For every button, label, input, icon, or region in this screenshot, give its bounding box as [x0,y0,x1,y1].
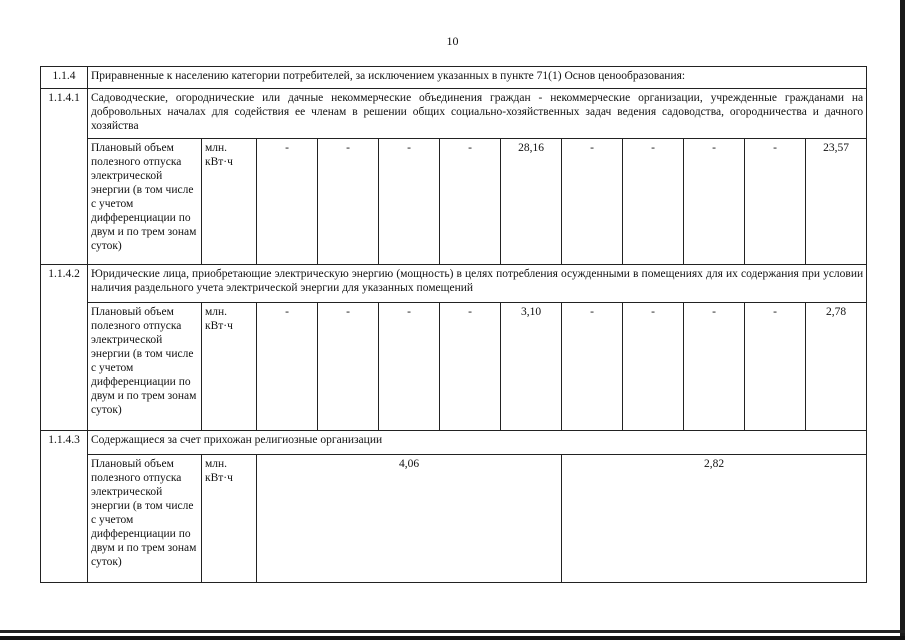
unit-cell: млн. кВт·ч [202,139,257,265]
value-cell: - [379,139,440,265]
row-label: Плановый объем полезного отпуска электрической энергии (в том числе с учетом дифференциации по двум и по трем зонам суток) [88,455,202,583]
scan-border-bottom [0,630,905,633]
value-cell: - [440,139,501,265]
value-cell: - [745,303,806,431]
unit-cell: млн. кВт·ч [202,303,257,431]
row-title: Содержащиеся за счет прихожан религиозные организации [88,431,867,455]
value-cell: - [257,139,318,265]
value-cell: 3,10 [501,303,562,431]
scan-border-right [900,0,905,640]
row-title: Приравненные к населению категории потребителей, за исключением указанных в пункте 71(1) Основ ценообразования: [88,67,867,89]
row-code: 1.1.4.1 [41,89,88,265]
value-cell: 23,57 [806,139,867,265]
page-number: 10 [446,34,459,48]
value-cell: - [257,303,318,431]
row-1-1-4-1-header [41,89,867,139]
row-label: Плановый объем полезного отпуска электрической энергии (в том числе с учетом дифференциации по двум и по трем зонам суток) [88,139,202,265]
value-cell: - [623,139,684,265]
value-cell: - [440,303,501,431]
row-1-1-4-2-header [41,265,867,303]
row-title: Юридические лица, приобретающие электрическую энергию (мощность) в целях потребления осужденными в помещениях для их содержания при условии наличия раздельного учета электрической энергии для указанных помещений [88,265,867,303]
row-label: Плановый объем полезного отпуска электрической энергии (в том числе с учетом дифференциации по двум и по трем зонам суток) [88,303,202,431]
row-1-1-4-2-values [41,303,867,431]
value-cell: 28,16 [501,139,562,265]
scan-border-bottom-outer [0,636,905,640]
row-1-1-4-3-values [41,455,867,583]
value-cell: 2,78 [806,303,867,431]
value-cell: 4,06 [257,455,562,583]
row-code: 1.1.4 [41,67,88,89]
row-code: 1.1.4.3 [41,431,88,583]
value-cell: - [684,139,745,265]
value-cell: - [318,139,379,265]
row-1-1-4 [41,67,867,89]
row-code: 1.1.4.2 [41,265,88,431]
value-cell: - [623,303,684,431]
value-cell: - [318,303,379,431]
value-cell: 2,82 [562,455,867,583]
value-cell: - [379,303,440,431]
row-1-1-4-1-values [41,139,867,265]
unit-cell: млн. кВт·ч [202,455,257,583]
value-cell: - [562,139,623,265]
row-title: Садоводческие, огороднические или дачные некоммерческие объединения граждан - некоммерческие организации, учрежденные гражданами на добровольных началах для содействия ее членам в решении общих социально-хозяйственных задач ведения садоводства, огородничества и дачного хозяйства [88,89,867,139]
value-cell: - [745,139,806,265]
value-cell: - [684,303,745,431]
row-1-1-4-3-header [41,431,867,455]
tariff-table [40,66,867,583]
value-cell: - [562,303,623,431]
